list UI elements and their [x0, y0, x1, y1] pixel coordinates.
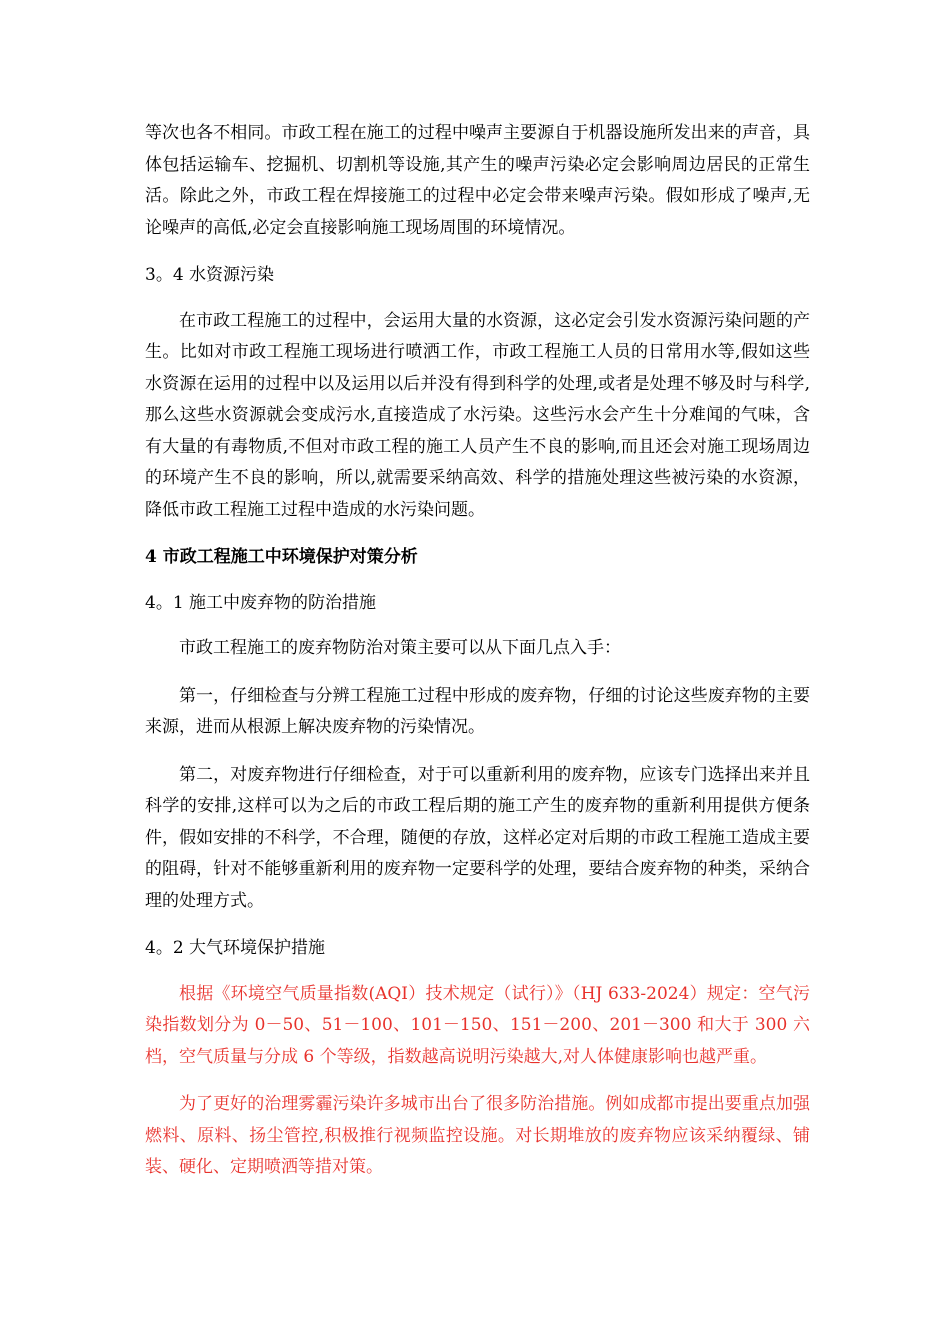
paragraph-waste-second: 第二，对废弃物进行仔细检查，对于可以重新利用的废弃物，应该专门选择出来并且科学的安排,这样可以为之后的市政工程后期的施工产生的废弃物的重新利用提供方便条件，假如安排的不科学，不合理，随便的存放，这样必定对后期的市政工程施工造成主要的阻碍，针对不能够重新利用的废弃物一定要科学的处理，要结合废弃物的种类，采纳合理的处理方式。 [145, 764, 810, 911]
document-page [145, 118, 810, 1200]
paragraph-aqi-standard: 根据《环境空气质量指数(AQI）技术规定（试行）》（HJ 633-2024）规定：空气污染指数划分为 0－50、51－100、101－150、151－200、201－300 和大于 300 六档，空气质量与分成 6 个等级，指数越高说明污染越大,对人体健康影响也越严重。 [145, 983, 810, 1067]
section-heading-4-1: 4。1 施工中废弃物的防治措施 [145, 592, 377, 613]
paragraph-waste-first: 第一，仔细检查与分辨工程施工过程中形成的废弃物，仔细的讨论这些废弃物的主要来源，进而从根源上解决废弃物的污染情况。 [145, 685, 810, 737]
paragraph-noise-continued: 等次也各不相同。市政工程在施工的过程中噪声主要源自于机器设施所发出来的声音，具体包括运输车、挖掘机、切割机等设施,其产生的噪声污染必定会影响周边居民的正常生活。除此之外，市政工程在焊接施工的过程中必定会带来噪声污染。假如形成了噪声,无论噪声的高低,必定会直接影响施工现场周围的环境情况。 [145, 123, 810, 238]
section-heading-3-4: 3。4 水资源污染 [145, 265, 275, 285]
section-heading-4-2: 4。2 大气环境保护措施 [145, 938, 326, 958]
paragraph-waste-intro: 市政工程施工的废弃物防治对策主要可以从下面几点入手： [179, 638, 621, 658]
paragraph-haze-measures: 为了更好的治理雾霾污染许多城市出台了很多防治措施。例如成都市提出要重点加强燃料、原料、扬尘管控,积极推行视频监控设施。对长期堆放的废弃物应该采纳覆绿、铺装、硬化、定期喷洒等措对策。 [145, 1094, 810, 1177]
chapter-heading-4: 4 市政工程施工中环境保护对策分析 [145, 547, 418, 567]
paragraph-water-pollution: 在市政工程施工的过程中，会运用大量的水资源，这必定会引发水资源污染问题的产生。比如对市政工程施工现场进行喷洒工作，市政工程施工人员的日常用水等,假如这些水资源在运用的过程中以及运用以后并没有得到科学的处理,或者是处理不够及时与科学,那么这些水资源就会变成污水,直接造成了水污染。这些污水会产生十分难闻的气味，含有大量的有毒物质,不但对市政工程的施工人员产生不良的影响,而且还会对施工现场周边的环境产生不良的影响，所以,就需要采纳高效、科学的措施处理这些被污染的水资源，降低市政工程施工过程中造成的水污染问题。 [145, 310, 810, 520]
